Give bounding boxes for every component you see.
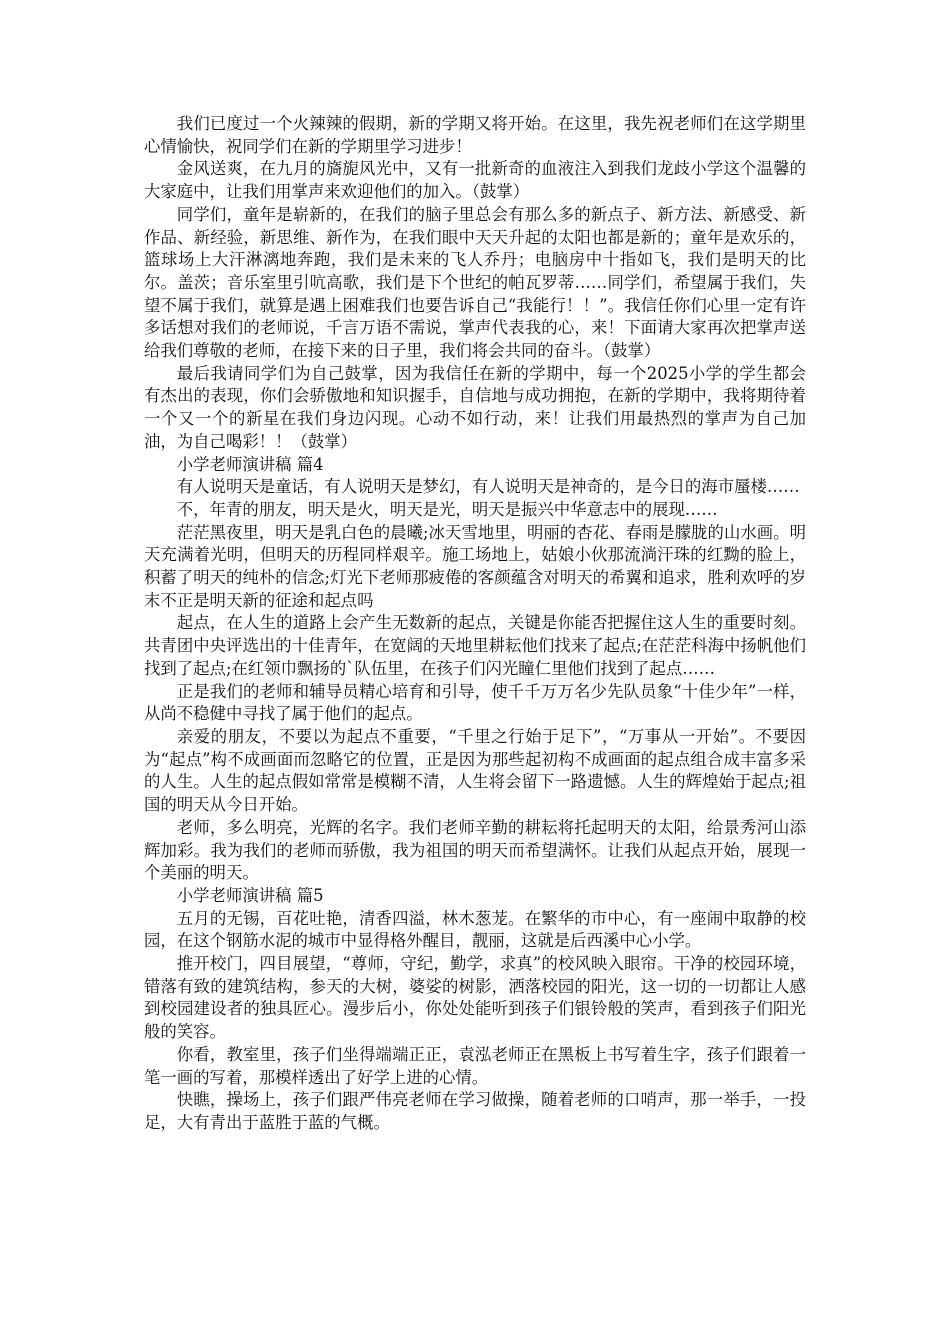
paragraph: 茫茫黑夜里，明天是乳白色的晨曦;冰天雪地里，明丽的杏花、春雨是朦胧的山水画。明天充满着光明，但明天的历程同样艰辛。施工场地上，姑娘小伙那流淌汗珠的红黝的脸上，积蓄了明天的纯朴的信念;灯光下老师那疲倦的客颜蕴含对明天的希翼和追求，胜利欢呼的岁末不正是明天新的征途和起点吗 <box>144 522 806 610</box>
paragraph: 推开校门，四目展望，“尊师，守纪，勤学，求真”的校风映入眼帘。干净的校园环境，错落有致的建筑结构，参天的大树，婆娑的树影，洒落校园的阳光，这一切的一切都让人感到校园建设者的独具匠心。漫步后小，你处处能听到孩子们银铃般的笑声，看到孩子们阳光般的笑容。 <box>144 954 806 1042</box>
paragraph: 同学们，童年是崭新的，在我们的脑子里总会有那么多的新点子、新方法、新感受、新作品、新经验，新思维、新作为，在我们眼中天天升起的太阳也都是新的；童年是欢乐的，篮球场上大汗淋漓地奔跑，我们是未来的飞人乔丹；电脑房中十指如飞，我们是明天的比尔。盖茨；音乐室里引吭高歌，我们是下个世纪的帕瓦罗蒂……同学们，希望属于我们，失望不属于我们，就算是遇上困难我们也要告诉自己“我能行！！”。我信任你们心里一定有许多话想对我们的老师说，千言万语不需说，掌声代表我的心，来！下面请大家再次把掌声送给我们尊敬的老师，在接下来的日子里，我们将会共同的奋斗。（鼓掌） <box>144 204 806 361</box>
paragraph: 老师，多么明亮，光辉的名字。我们老师辛勤的耕耘将托起明天的太阳，给景秀河山添辉加彩。我为我们的老师而骄傲，我为祖国的明天而希望满怀。让我们从起点开始，展现一个美丽的明天。 <box>144 817 806 883</box>
paragraph: 不，年青的朋友，明天是火，明天是光，明天是振兴中华意志中的展现…… <box>176 499 718 519</box>
section-heading: 小学老师演讲稿 篇4 <box>176 454 324 474</box>
document-page <box>144 113 806 1135</box>
paragraph: 你看，教室里，孩子们坐得端端正正，袁泓老师正在黑板上书写着生字，孩子们跟着一笔一画的写着，那模样透出了好学上进的心情。 <box>144 1044 806 1087</box>
paragraph: 有人说明天是童话，有人说明天是梦幻，有人说明天是神奇的，是今日的海市蜃楼…… <box>176 477 800 497</box>
paragraph: 正是我们的老师和辅导员精心培育和引导，使千千万万名少先队员象“十佳少年”一样，从尚不稳健中寻找了属于他们的起点。 <box>144 681 806 724</box>
paragraph: 快瞧，操场上，孩子们跟严伟亮老师在学习做操，随着老师的口哨声，那一举手，一投足，大有青出于蓝胜于蓝的气概。 <box>144 1090 806 1132</box>
paragraph: 起点，在人生的道路上会产生无数新的起点，关键是你能否把握住这人生的重要时刻。共青团中央评选出的十佳青年，在宽阔的天地里耕耘他们找来了起点;在茫茫科海中扬帆他们找到了起点;在红领巾飘扬的`队伍里，在孩子们闪光瞳仁里他们找到了起点…… <box>144 613 806 678</box>
section-heading: 小学老师演讲稿 篇5 <box>176 885 324 905</box>
paragraph: 金风送爽，在九月的旖旎风光中，又有一批新奇的血液注入到我们龙歧小学这个温馨的大家庭中，让我们用掌声来欢迎他们的加入。（鼓掌） <box>144 159 806 202</box>
paragraph: 我们已度过一个火辣辣的假期，新的学期又将开始。在这里，我先祝老师们在这学期里心情愉快，祝同学们在新的学期里学习进步！ <box>144 114 806 156</box>
paragraph: 亲爱的朋友，不要以为起点不重要，“千里之行始于足下”，“万事从一开始”。不要因为“起点”构不成画面而忽略它的位置，正是因为那些起初构不成画面的起点组合成丰富多采的人生。人生的起点假如常常是模糊不清，人生将会留下一路遗憾。人生的辉煌始于起点;祖国的明天从今日开始。 <box>144 726 806 815</box>
paragraph: 最后我请同学们为自己鼓掌，因为我信任在新的学期中，每一个2025小学的学生都会有杰出的表现，你们会骄傲地和知识握手，自信地与成功拥抱，在新的学期中，我将期待着一个又一个的新星在我们身边闪现。心动不如行动，来！让我们用最热烈的掌声为自己加油，为自己喝彩！！（鼓掌） <box>144 363 806 451</box>
paragraph: 五月的无锡，百花吐艳，清香四溢，林木葱茏。在繁华的市中心，有一座闹中取静的校园，在这个钢筋水泥的城市中显得格外醒目，靓丽，这就是后西溪中心小学。 <box>144 908 806 951</box>
